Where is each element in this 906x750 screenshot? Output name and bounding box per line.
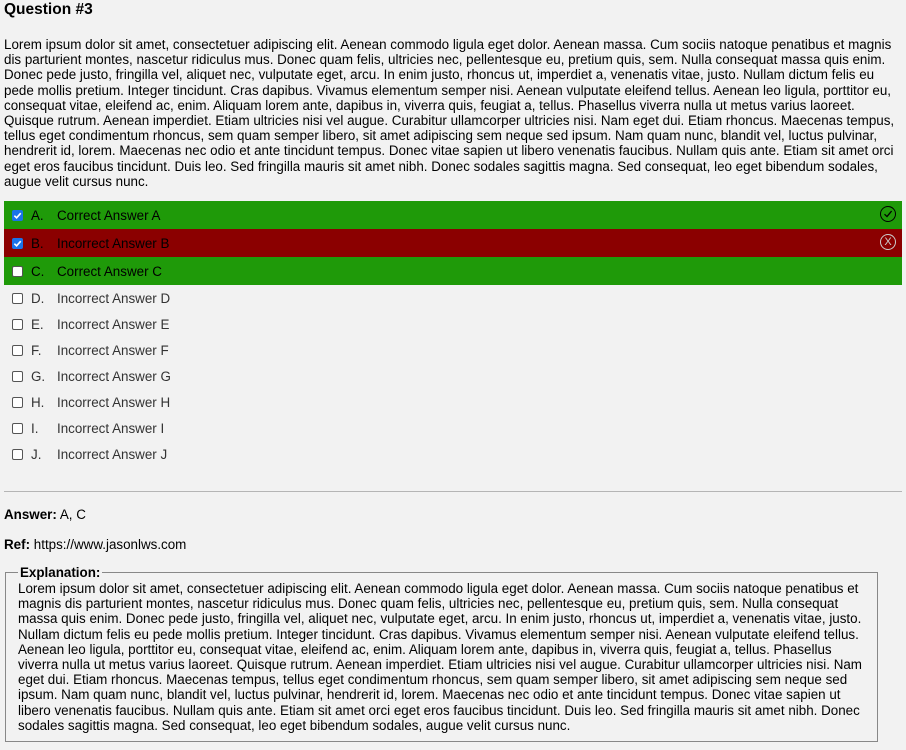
option-label: Incorrect Answer D (57, 290, 171, 306)
option-checkbox[interactable] (12, 266, 23, 277)
option-label: Correct Answer A (57, 207, 161, 223)
ref-line (4, 537, 902, 552)
explanation-legend: Explanation: (20, 565, 101, 581)
option-checkbox[interactable] (12, 319, 23, 330)
option-letter: G. (31, 368, 46, 384)
option-row[interactable] (4, 389, 902, 415)
option-row[interactable] (4, 229, 902, 257)
option-checkbox[interactable] (12, 345, 23, 356)
option-label: Incorrect Answer I (57, 420, 165, 436)
option-checkbox[interactable] (12, 293, 23, 304)
option-row[interactable] (4, 441, 902, 467)
option-checkbox[interactable] (12, 210, 23, 221)
option-checkbox[interactable] (12, 449, 23, 460)
option-letter: D. (31, 290, 45, 306)
option-label: Incorrect Answer J (57, 446, 168, 462)
option-letter: A. (31, 207, 44, 223)
x-icon: X (880, 234, 896, 250)
option-row[interactable] (4, 285, 902, 311)
option-row[interactable] (4, 363, 902, 389)
option-label: Incorrect Answer E (57, 316, 170, 332)
answer-label: Answer: (4, 507, 57, 523)
option-letter: J. (31, 446, 42, 462)
answer-line (4, 507, 902, 522)
divider (4, 491, 902, 492)
option-letter: E. (31, 316, 44, 332)
option-checkbox[interactable] (12, 238, 23, 249)
question-title: Question #3 (4, 1, 93, 18)
option-checkbox[interactable] (12, 371, 23, 382)
ref-label: Ref: (4, 537, 31, 553)
option-letter: H. (31, 394, 45, 410)
options-list (4, 201, 902, 467)
option-label: Incorrect Answer H (57, 394, 171, 410)
option-label: Incorrect Answer F (57, 342, 169, 358)
option-letter: F. (31, 342, 42, 358)
option-label: Incorrect Answer B (57, 235, 170, 251)
explanation-box (5, 565, 878, 742)
option-row[interactable] (4, 311, 902, 337)
option-label: Incorrect Answer G (57, 368, 171, 384)
option-row[interactable] (4, 201, 902, 229)
option-row[interactable] (4, 415, 902, 441)
option-label: Correct Answer C (57, 263, 162, 279)
option-checkbox[interactable] (12, 423, 23, 434)
option-row[interactable] (4, 337, 902, 363)
question-text: Lorem ipsum dolor sit amet, consectetuer adipiscing elit. Aenean commodo ligula eget dolor. Aenean massa. Cum sociis natoque penatibus et magnis dis parturient montes, nascetur ridiculus mus. Donec quam felis, ultricies nec, pellentesque eu, pretium quis, sem. Nulla consequat massa quis enim. Donec pede justo, fringilla vel, aliquet nec, vulputate eget, arcu. In enim justo, rhoncus ut, imperdiet a, venenatis vitae, justo. Nullam dictum felis eu pede mollis pretium. Integer tincidunt. Cras dapibus. Vivamus elementum semper nisi. Aenean vulputate eleifend tellus. Aenean leo ligula, porttitor eu, consequat vitae, eleifend ac, enim. Aliquam lorem ante, dapibus in, viverra quis, feugiat a, tellus. Phasellus viverra nulla ut metus varius laoreet. Quisque rutrum. Aenean imperdiet. Etiam ultricies nisi vel augue. Curabitur ullamcorper ultricies nisi. Nam eget dui. Etiam rhoncus. Maecenas tempus, tellus eget condimentum rhoncus, sem quam semper libero, sit amet adipiscing sem neque sed ipsum. Nam quam nunc, blandit vel, luctus pulvinar, hendrerit id, lorem. Maecenas nec odio et ante tincidunt tempus. Donec vitae sapien ut libero venenatis faucibus. Nullam quis ante. Etiam sit amet orci eget eros faucibus tincidunt. Duis leo. Sed fringilla mauris sit amet nibh. Donec sodales sagittis magna. Sed consequat, leo eget bibendum sodales, augue velit cursus nunc. (4, 37, 895, 189)
option-letter: B. (31, 235, 44, 251)
option-checkbox[interactable] (12, 397, 23, 408)
explanation-text: Lorem ipsum dolor sit amet, consectetuer adipiscing elit. Aenean commodo ligula eget dolor. Aenean massa. Cum sociis natoque penatibus et magnis dis parturient montes, nascetur ridiculus mus. Donec quam felis, ultricies nec, pellentesque eu, pretium quis, sem. Nulla consequat massa quis enim. Donec pede justo, fringilla vel, aliquet nec, vulputate eget, arcu. In enim justo, rhoncus ut, imperdiet a, venenatis vitae, justo. Nullam dictum felis eu pede mollis pretium. Integer tincidunt. Cras dapibus. Vivamus elementum semper nisi. Aenean vulputate eleifend tellus. Aenean leo ligula, porttitor eu, consequat vitae, eleifend ac, enim. Aliquam lorem ante, dapibus in, viverra quis, feugiat a, tellus. Phasellus viverra nulla ut metus varius laoreet. Quisque rutrum. Aenean imperdiet. Etiam ultricies nisi vel augue. Curabitur ullamcorper ultricies nisi. Nam eget dui. Etiam rhoncus. Maecenas tempus, tellus eget condimentum rhoncus, sem quam semper libero, sit amet adipiscing sem neque sed ipsum. Nam quam nunc, blandit vel, luctus pulvinar, hendrerit id, lorem. Maecenas nec odio et ante tincidunt tempus. Donec vitae sapien ut libero venenatis faucibus. Nullam quis ante. Etiam sit amet orci eget eros faucibus tincidunt. Duis leo. Sed fringilla mauris sit amet nibh. Donec sodales sagittis magna. Sed consequat, leo eget bibendum sodales, augue velit cursus nunc. (18, 581, 862, 733)
option-letter: I. (31, 420, 39, 436)
answer-value: A, C (59, 507, 86, 523)
option-letter: C. (31, 263, 45, 279)
ref-link[interactable]: https://www.jasonlws.com (33, 537, 187, 553)
option-row[interactable] (4, 257, 902, 285)
check-icon (880, 206, 896, 222)
